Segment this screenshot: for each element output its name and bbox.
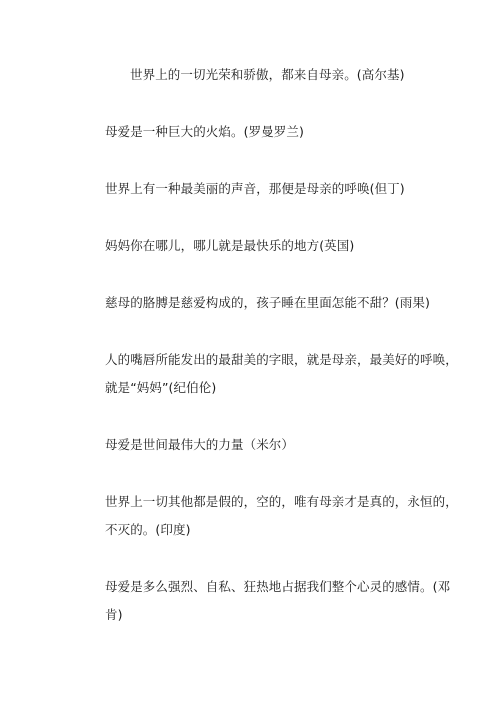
quote-india-line2: 不灭的。(印度) [105,522,191,537]
quote-dante: 世界上有一种最美丽的声音，那便是母亲的呼唤(但丁) [105,181,405,196]
quote-england: 妈妈你在哪儿，哪儿就是最快乐的地方(英国) [105,238,355,253]
quote-gibran-line1: 人的嘴唇所能发出的最甜美的字眼，就是母亲，最美好的呼唤， [105,352,458,367]
quote-gibran-line2: 就是“妈妈”(纪伯伦) [105,380,217,395]
quote-gorky: 世界上的一切光荣和骄傲，都来自母亲。(高尔基) [130,67,405,82]
quote-romain-rolland: 母爱是一种巨大的火焰。(罗曼罗兰) [105,124,304,139]
quote-duncan-line1: 母爱是多么强烈、自私、狂热地占据我们整个心灵的感情。(邓 [105,579,451,594]
quote-duncan-line2: 肯) [105,607,123,622]
quote-hugo: 慈母的胳膊是慈爱构成的，孩子睡在里面怎能不甜？(雨果) [105,295,430,310]
quote-india-line1: 世界上一切其他都是假的，空的，唯有母亲才是真的，永恒的， [105,494,458,509]
quote-mill: 母爱是世间最伟大的力量（米尔） [105,437,295,452]
